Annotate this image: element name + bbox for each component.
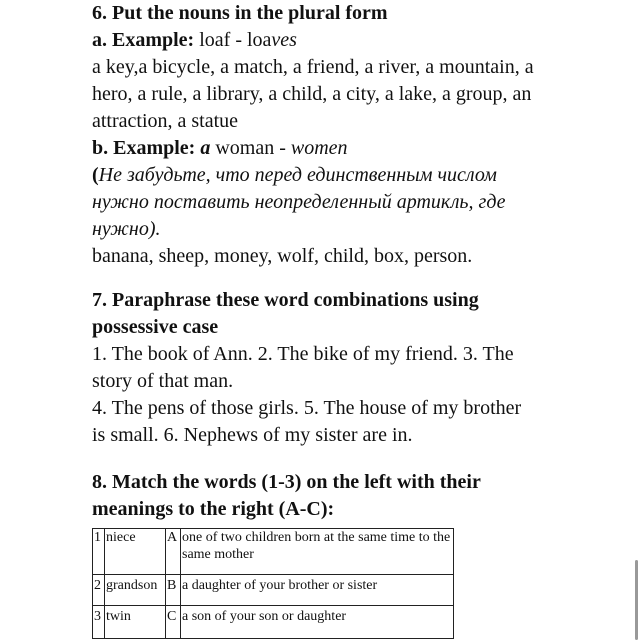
table-row [93,606,454,639]
matching-table [92,528,454,639]
task-7-heading-line: 7. Paraphrase these word combinations using [92,289,479,311]
task-6a-example-plain: loaf - loa [194,29,272,51]
row-number: 1 [93,529,105,575]
task-7-heading-line: possessive case [92,316,219,338]
table-row [93,529,454,575]
row-word: grandson [105,575,166,606]
worksheet-page [92,0,602,523]
task-6b-note-paren: ( [92,164,99,186]
row-letter: C [166,606,181,639]
row-meaning: one of two children born at the same time to the same mother [181,529,454,575]
task-7-body-line: is small. 6. Nephews of my sister are in. [92,424,413,446]
row-number: 2 [93,575,105,606]
task-6a-example-italic: ves [271,29,297,51]
task-6b-label: b. Example: [92,137,196,159]
task-6b-words: banana, sheep, money, wolf, child, box, person. [92,245,473,267]
task-6b-note-line: нужно). [92,218,161,240]
task-6-heading: 6. Put the nouns in the plural form [92,2,388,24]
task-7 [92,287,602,449]
task-6b-note-text: Не забудьте, что перед единственным числом [98,164,497,186]
task-6b-note-line: нужно поставить неопределенный артикль, где [92,191,506,213]
row-number: 3 [93,606,105,639]
row-letter: B [166,575,181,606]
vertical-scrollbar[interactable] [635,560,638,640]
table-row [93,575,454,606]
task-7-body-line: 4. The pens of those girls. 5. The house of my brother [92,397,522,419]
task-6b-example-italic: women [290,137,348,159]
row-word: niece [105,529,166,575]
row-meaning: a son of your son or daughter [181,606,454,639]
task-8-heading-line: meanings to the right (A-C): [92,498,335,520]
task-6b-example-plain: woman - [210,137,291,159]
task-6a-label: a. Example: [92,29,195,51]
task-6b-note-line [92,162,602,189]
task-6a-words-line: attraction, a statue [92,110,239,132]
row-meaning: a daughter of your brother or sister [181,575,454,606]
task-8-heading-line: 8. Match the words (1-3) on the left with their [92,471,481,493]
task-7-body-line: 1. The book of Ann. 2. The bike of my friend. 3. The [92,343,514,365]
task-6a-words-line: a key,a bicycle, a match, a friend, a river, a mountain, a [92,56,534,78]
row-letter: A [166,529,181,575]
task-6b-article: a [200,137,211,159]
task-6a-example [92,27,602,54]
task-6b-example [92,135,602,162]
row-word: twin [105,606,166,639]
task-6 [92,0,602,270]
task-7-body-line: story of that man. [92,370,234,392]
task-6a-words-line: hero, a rule, a library, a child, a city, a lake, a group, an [92,83,532,105]
task-8 [92,469,602,523]
